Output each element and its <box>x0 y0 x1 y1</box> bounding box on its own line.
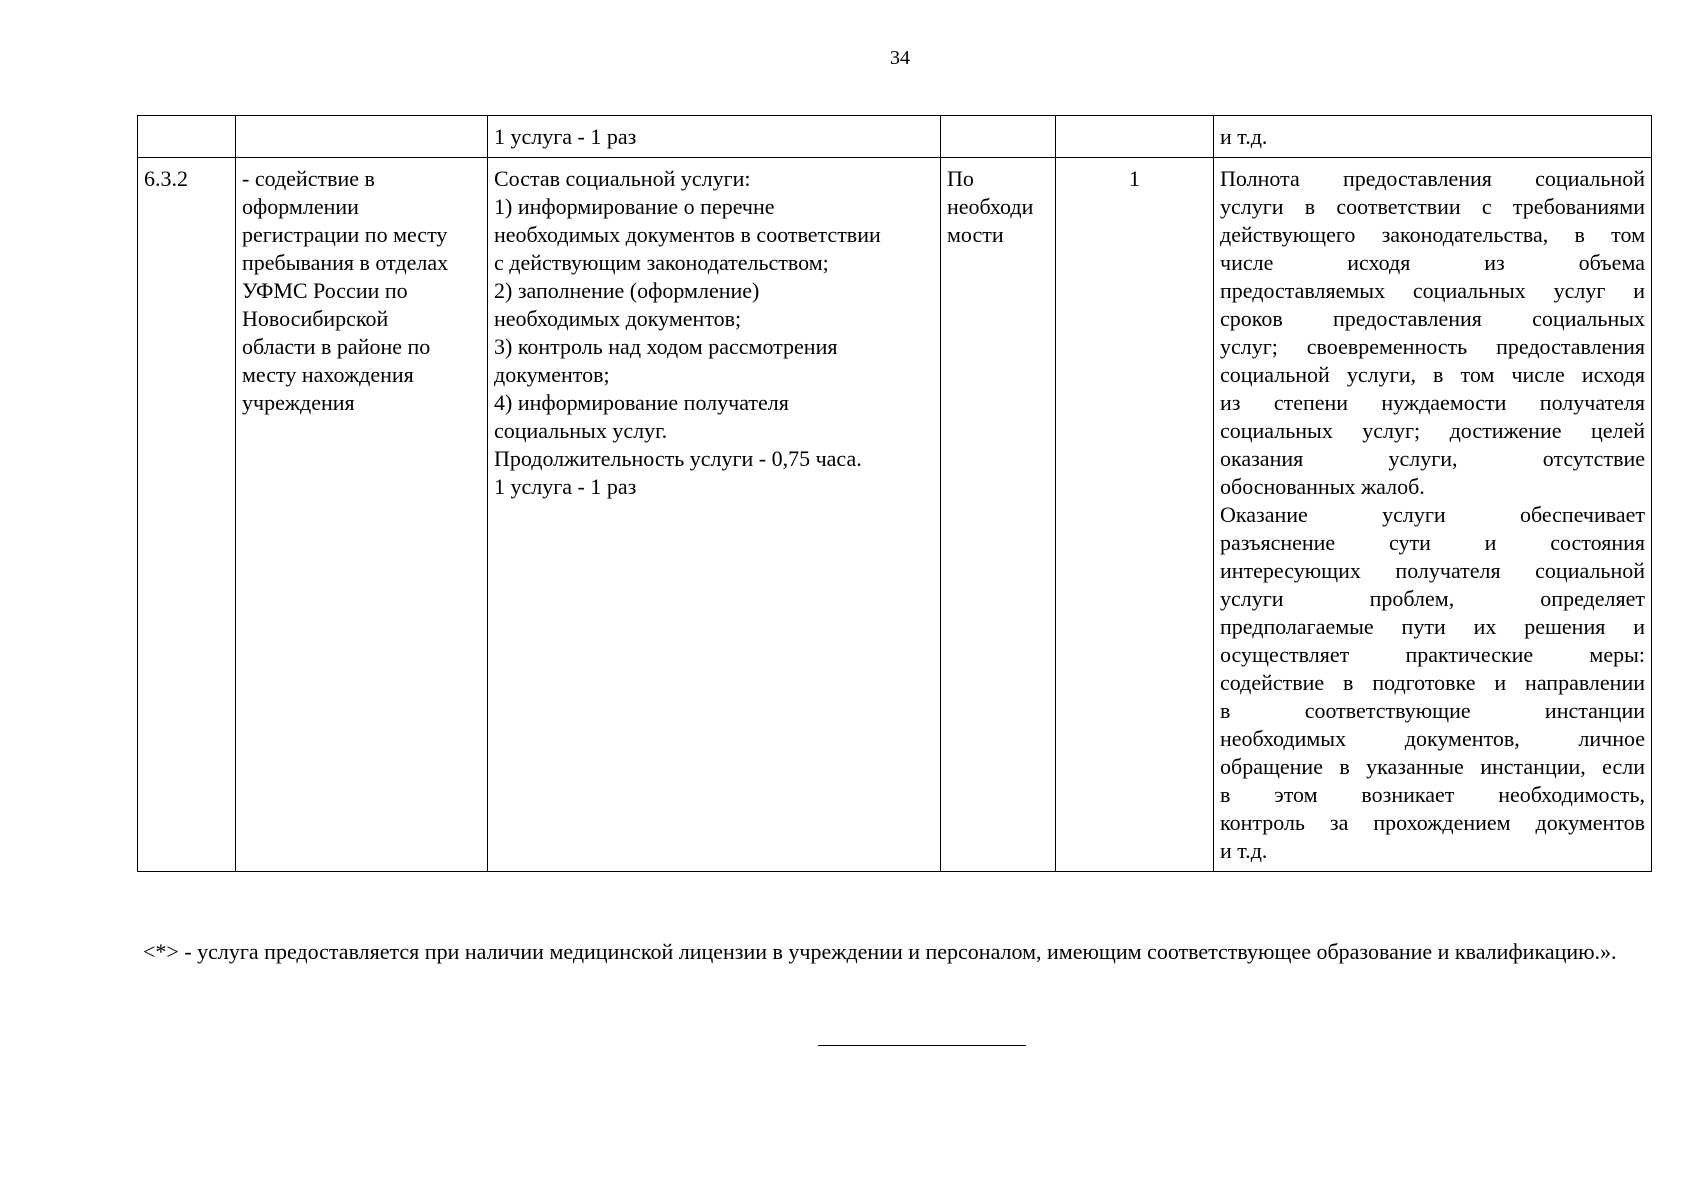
content-line: 3) контроль над ходом рассмотрения <box>494 334 838 359</box>
quality-line: числе исходя из объема <box>1220 250 1645 275</box>
cell-quantity <box>1056 116 1214 158</box>
quality-line: в соответствующие инстанции <box>1220 698 1645 723</box>
table-row-continued <box>138 116 1652 158</box>
quality-line: действующего законодательства, в том <box>1220 222 1645 247</box>
content-line: 1 услуга - 1 раз <box>494 474 637 499</box>
frequency-line: мости <box>947 222 1004 247</box>
service-name-line: месту нахождения <box>242 362 414 387</box>
content-line: 1) информирование о перечне <box>494 194 775 219</box>
quality-line: необходимых документов, личное <box>1220 726 1645 751</box>
quality-line: Полнота предоставления социальной <box>1220 166 1645 191</box>
content-line: необходимых документов в соответствии <box>494 222 881 247</box>
footnote-separator-line <box>818 1045 1026 1046</box>
quality-line: из степени нуждаемости получателя <box>1220 390 1645 415</box>
content-line: документов; <box>494 362 610 387</box>
cell-service-content <box>488 158 941 872</box>
content-line: необходимых документов; <box>494 306 742 331</box>
quality-line: интересующих получателя социальной <box>1220 558 1645 583</box>
quality-line: обоснованных жалоб. <box>1220 474 1425 499</box>
quality-line: Оказание услуги обеспечивает <box>1220 502 1645 527</box>
service-name-line: учреждения <box>242 390 355 415</box>
content-line: Состав социальной услуги: <box>494 166 751 191</box>
quality-line: сроков предоставления социальных <box>1220 306 1645 331</box>
content-line: социальных услуг. <box>494 418 668 443</box>
quality-line: и т.д. <box>1220 838 1268 863</box>
content-line: с действующим законодательством; <box>494 250 829 275</box>
quality-line: обращение в указанные инстанции, если <box>1220 754 1645 779</box>
cell-number: 6.3.2 <box>138 158 236 872</box>
content-line: 2) заполнение (оформление) <box>494 278 760 303</box>
service-name-line: области в районе по <box>242 334 431 359</box>
cell-quality-criteria <box>1214 158 1652 872</box>
quality-line: осуществляет практические меры: <box>1220 642 1645 667</box>
cell-quantity: 1 <box>1056 158 1214 872</box>
table-row-6-3-2 <box>138 158 1652 872</box>
service-name-line: Новосибирской <box>242 306 389 331</box>
service-name-line: УФМС России по <box>242 278 408 303</box>
content-line: 4) информирование получателя <box>494 390 789 415</box>
quality-line: контроль за прохождением документов <box>1220 810 1645 835</box>
service-name-line: регистрации по месту <box>242 222 448 247</box>
page-number: 34 <box>890 47 910 69</box>
quality-line: разъяснение сути и состояния <box>1220 530 1645 555</box>
quality-line: услуг; своевременность предоставления <box>1220 334 1645 359</box>
cell-service-name <box>236 116 488 158</box>
content-line: Продолжительность услуги - 0,75 часа. <box>494 446 862 471</box>
frequency-line: необходи <box>947 194 1034 219</box>
cell-frequency <box>941 116 1056 158</box>
cell-service-content: 1 услуга - 1 раз <box>488 116 941 158</box>
cell-quality-criteria: и т.д. <box>1214 116 1652 158</box>
quality-line: социальной услуги, в том числе исходя <box>1220 362 1645 387</box>
cell-number <box>138 116 236 158</box>
frequency-line: По <box>947 166 974 191</box>
service-name-line: пребывания в отделах <box>242 250 449 275</box>
service-name-line: - содействие в <box>242 166 375 191</box>
quality-line: услуги проблем, определяет <box>1220 586 1645 611</box>
quality-line: оказания услуги, отсутствие <box>1220 446 1645 471</box>
quality-line: социальных услуг; достижение целей <box>1220 418 1645 443</box>
footnote: <*> - услуга предоставляется при наличии медицинской лицензии в учреждении и персоналом, имеющим соответствующее образование и квалификацию.». <box>143 939 1617 964</box>
quality-line: предполагаемые пути их решения и <box>1220 614 1645 639</box>
cell-frequency <box>941 158 1056 872</box>
quality-line: услуги в соответствии с требованиями <box>1220 194 1645 219</box>
cell-service-name <box>236 158 488 872</box>
quality-line: в этом возникает необходимость, <box>1220 782 1645 807</box>
quality-line: содействие в подготовке и направлении <box>1220 670 1645 695</box>
quality-line: предоставляемых социальных услуг и <box>1220 278 1645 303</box>
service-name-line: оформлении <box>242 194 359 219</box>
services-table <box>137 115 1652 872</box>
